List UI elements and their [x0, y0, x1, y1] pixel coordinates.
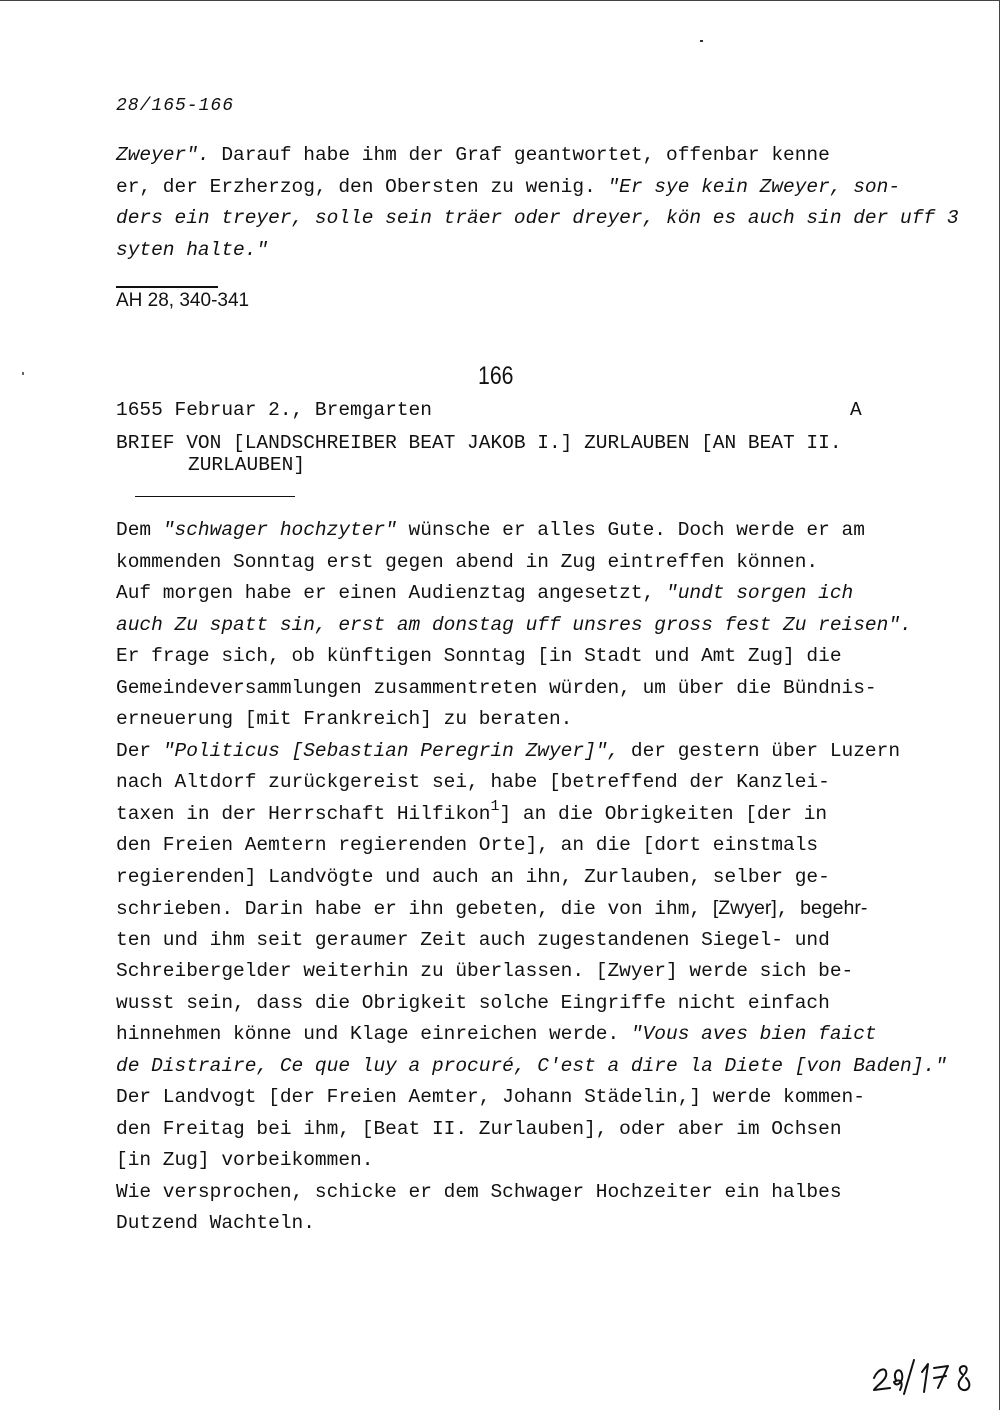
- body-text: Dem: [116, 519, 163, 541]
- body-line: wusst sein, dass die Obrigkeit solche Eingriffe nicht einfach: [116, 991, 830, 1014]
- body-line: [116, 515, 896, 547]
- body-line: kommenden Sonntag erst gegen abend in Zug eintreffen können.: [116, 550, 819, 573]
- body-text: der gestern über Luzern: [619, 739, 901, 762]
- body-line: Der Landvogt [der Freien Aemter, Johann Städelin,] werde kommen-: [116, 1086, 865, 1108]
- footnote-marker: 1: [490, 797, 500, 815]
- body-line: [116, 1019, 896, 1051]
- footnote-rule: [116, 286, 218, 288]
- body-line: regierenden] Landvögte und auch an ihn, Zurlauben, selber ge-: [116, 865, 830, 888]
- letter-code: A: [850, 399, 862, 421]
- intro-line: [116, 172, 901, 204]
- body-line: [116, 799, 896, 831]
- intro-paragraph: [116, 140, 959, 266]
- body-line: [116, 893, 896, 925]
- body-text: hinnehmen könne und Klage einreichen werde.: [116, 1023, 631, 1045]
- body-line: erneuerung [mit Frankreich] zu beraten.: [116, 708, 573, 730]
- quote-text: "Vous aves bien faict: [630, 1023, 877, 1045]
- inserted-text: [Zwyer]: [712, 897, 777, 919]
- body-line: Schreibergelder weiterhin zu überlassen. [Zwyer] werde sich be-: [116, 960, 854, 982]
- body-text: Der: [116, 739, 163, 762]
- quote-text: "undt sorgen ich: [666, 582, 854, 604]
- intro-line: ders ein treyer, solle sein träer oder dreyer, kön es auch sin der uff 3: [116, 207, 959, 229]
- intro-line: syten halte.": [116, 238, 269, 261]
- document-number: 166: [478, 362, 514, 390]
- page-reference: 28/165-166: [116, 96, 235, 116]
- intro-line: [116, 140, 896, 172]
- document-title-line: BRIEF VON [LANDSCHREIBER BEAT JAKOB I.] ZURLAUBEN [AN BEAT II.: [116, 432, 842, 454]
- body-line: Dutzend Wachteln.: [116, 1212, 315, 1234]
- body-paragraph: [116, 515, 947, 1240]
- quote-text: Zweyer".: [116, 144, 210, 166]
- body-text: ] an die Obrigkeiten [der in: [499, 802, 828, 825]
- body-line: de Distraire, Ce que luy a procuré, C'est a dire la Diete [von Baden].": [116, 1054, 947, 1077]
- body-text: schrieben. Darin habe er ihn gebeten, die von ihm,: [116, 898, 713, 920]
- body-line: nach Altdorf zurückgereist sei, habe [betreffend der Kanzlei-: [116, 771, 830, 793]
- date-place: 1655 Februar 2., Bremgarten: [116, 399, 432, 421]
- body-text: wünsche er alles Gute. Doch werde er am: [396, 519, 865, 541]
- body-line: Wie versprochen, schicke er dem Schwager Hochzeiter ein halbes: [116, 1180, 842, 1203]
- intro-text: Darauf habe ihm der Graf geantwortet, offenbar kenne: [209, 144, 830, 166]
- quote-text: "Politicus [Sebastian Peregrin Zwyer]",: [162, 739, 620, 762]
- body-line: Gemeindeversammlungen zusammentreten würden, um über die Bündnis-: [116, 676, 877, 699]
- body-line: Er frage sich, ob künftigen Sonntag [in Stadt und Amt Zug] die: [116, 645, 842, 667]
- body-text: taxen in der Herrschaft Hilfikon: [116, 802, 491, 825]
- body-line: auch Zu spatt sin, erst am donstag uff unsres gross fest Zu reisen".: [116, 613, 912, 636]
- body-line: ten und ihm seit geraumer Zeit auch zugestandenen Siegel- und: [116, 928, 830, 951]
- intro-text: er, der Erzherzog, den Obersten zu wenig.: [116, 175, 596, 198]
- body-text: Auf morgen habe er einen Audienztag angesetzt,: [116, 582, 666, 604]
- document-title-line: ZURLAUBEN]: [188, 454, 306, 476]
- scan-speck: [700, 40, 703, 42]
- inserted-text: begehr-: [800, 897, 868, 919]
- quote-text: "Er sye kein Zweyer, son-: [595, 175, 901, 198]
- body-text: ,: [776, 898, 801, 920]
- body-line: den Freien Aemtern regierenden Orte], an die [dort einstmals: [116, 834, 819, 856]
- body-line: [in Zug] vorbeikommen.: [116, 1149, 374, 1171]
- handwritten-page-note: [870, 1352, 980, 1396]
- scan-speck: [22, 372, 24, 375]
- scan-edge-top: [0, 0, 1000, 1]
- quote-text: "schwager hochzyter": [162, 519, 397, 541]
- source-reference: AH 28, 340-341: [116, 290, 250, 311]
- body-line: [116, 578, 896, 610]
- title-rule: [135, 496, 295, 497]
- body-line: den Freitag bei ihm, [Beat II. Zurlauben], oder aber im Ochsen: [116, 1117, 842, 1140]
- body-line: [116, 736, 901, 768]
